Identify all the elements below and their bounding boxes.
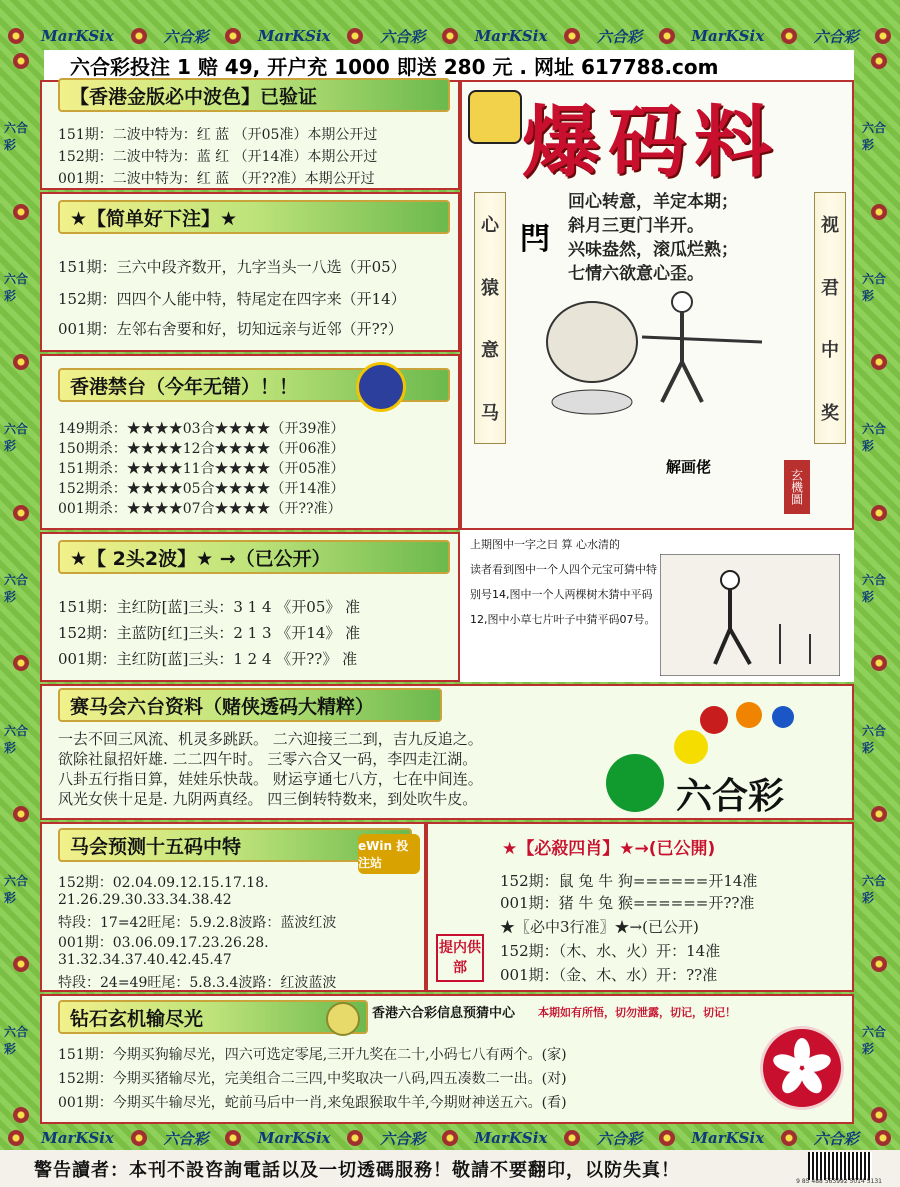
target-icon — [326, 1002, 360, 1036]
section-title: 【香港金版必中波色】已验证 — [58, 78, 450, 112]
section-15-codes — [40, 822, 426, 992]
internal-tag: 提内供部 — [436, 934, 484, 982]
flower-icon — [13, 956, 29, 972]
brand-text: MarKSix — [41, 27, 114, 45]
scroll-char: 奖 — [821, 402, 839, 424]
brand-text: MarKSix — [257, 27, 331, 45]
flower-icon — [13, 1107, 29, 1123]
ewin-badge: eWin 投注站 — [358, 834, 420, 874]
list-item: 152期杀：★★★★05合★★★★（开14准） — [58, 481, 345, 497]
logo-text: 六合彩 — [380, 27, 426, 46]
flower-icon — [871, 1107, 887, 1123]
scroll-char: 心 — [481, 215, 499, 237]
barcode-number: 9 85 488 563992 5014 5131 — [796, 1178, 882, 1185]
flower-icon — [871, 505, 887, 521]
list-item: 欲除社鼠招奸雄. 二二四午时。 三零六合又一码，李四走江湖。 — [58, 750, 478, 768]
logo-text: 六合彩 — [4, 572, 29, 604]
brand-text: MarKSix — [257, 1129, 331, 1147]
barcode-icon — [808, 1152, 872, 1180]
logo-text: 六合彩 — [813, 27, 859, 46]
flower-icon — [225, 28, 241, 44]
bauhinia-emblem-icon — [760, 1026, 844, 1110]
flower-icon — [347, 28, 363, 44]
brand-text: MarKSix — [474, 27, 548, 45]
center-name: 香港六合彩信息预猜中心 — [372, 1006, 516, 1021]
list-item: 151期：今期买狗输尽光，四六可选定零尾,三开九奖在二十,小码七八有两个。(家) — [58, 1047, 567, 1063]
section-horse — [40, 684, 854, 820]
logo-text: 六合彩 — [862, 1024, 887, 1056]
list-item: 001期：左邻右舍要和好，切知远亲与近邻（开??） — [58, 320, 403, 338]
brand-text: MarKSix — [691, 27, 765, 45]
list-item: 特段：24=49旺尾：5.8.3.4波路：红波蓝波 — [58, 975, 337, 991]
border-left — [4, 28, 38, 1148]
list-item: 001期：猪 牛 兔 猴======开??准 — [500, 894, 755, 912]
riddle-line: 上期图中一字之曰 算 心水清的 — [470, 538, 620, 551]
section-title: ★【 2头2波】★ →（已公开） — [58, 540, 450, 574]
verse-char: 閂 — [520, 222, 550, 257]
orange-ball — [736, 702, 762, 728]
logo-text: 六合彩 — [380, 1129, 426, 1148]
logo-text: 六合彩 — [862, 422, 887, 454]
section-title: 钻石玄机输尽光 — [58, 1000, 368, 1034]
list-item: ★〖必中3行准〗★→(已公开) — [500, 918, 699, 936]
section-title: ★【简单好下注】★ — [58, 200, 450, 234]
flower-icon — [131, 28, 147, 44]
list-item: 21.26.29.30.33.34.38.42 — [58, 892, 232, 908]
red-ball — [700, 706, 728, 734]
section-title: 香港禁台（今年无错）！！ — [58, 368, 450, 402]
section-two-heads — [40, 532, 460, 682]
flower-icon — [13, 655, 29, 671]
verse-line: 七情六欲意心歪。 — [568, 264, 704, 284]
note: 本期如有所悟，切勿泄露，切记，切记！ — [538, 1006, 736, 1019]
flower-icon — [781, 28, 797, 44]
flower-icon — [442, 1130, 458, 1146]
list-item: 001期：今期买牛输尽光，蛇前马后中一肖,来兔跟猴取牛羊,今期财神送五六。(看) — [58, 1095, 567, 1111]
brand-text: MarKSix — [41, 1129, 114, 1147]
warning-text: 警告讀者：本刊不設咨詢電話以及一切透碼服務！敬請不要翻印，以防失真！ — [34, 1159, 680, 1181]
list-item: 001期：（金、木、水）开：??准 — [500, 966, 718, 984]
hand-icon — [468, 90, 522, 144]
xuanji-badge: 玄機圖 — [784, 460, 810, 514]
list-item: 151期：三六中段齐数开，九字当头一八选（开05） — [58, 258, 406, 276]
flower-icon — [13, 204, 29, 220]
logo-text: 六合彩 — [4, 1024, 29, 1056]
riddle-line: 12,图中小草七片叶子中猜平码07号。 — [470, 613, 656, 626]
verse-line: 回心转意，羊定本期； — [568, 192, 738, 212]
list-item: 152期：二波中特为：蓝 红 （开14准）本期公开过 — [58, 149, 378, 165]
verse-line: 兴味盎然，滚瓜烂熟； — [568, 240, 738, 260]
logo-text: 六合彩 — [163, 27, 209, 46]
flower-icon — [871, 204, 887, 220]
border-top — [0, 22, 900, 50]
verse — [568, 190, 738, 286]
flower-icon — [13, 505, 29, 521]
list-item: 152期：（木、水、火）开：14准 — [500, 942, 721, 960]
left-scroll — [474, 192, 506, 444]
section-title: ★【必殺四肖】★→(已公開) — [502, 839, 716, 859]
riddle-illustration — [660, 554, 840, 676]
flower-icon — [131, 1130, 147, 1146]
logo-text: 六合彩 — [862, 121, 887, 153]
logo-text: 六合彩 — [862, 572, 887, 604]
scroll-char: 猿 — [481, 277, 499, 299]
logo-text: 六合彩 — [4, 723, 29, 755]
hunter-illustration — [522, 282, 802, 432]
list-item: 一去不回三风流、机灵多跳跃。 二六迎接三二到，吉九反追之。 — [58, 730, 483, 748]
right-scroll — [814, 192, 846, 444]
flower-icon — [659, 28, 675, 44]
logo-text: 六合彩 — [4, 874, 29, 906]
list-item: 001期：03.06.09.17.23.26.28. — [58, 935, 269, 951]
scroll-char: 中 — [821, 340, 839, 362]
riddle-text — [470, 532, 657, 632]
list-item: 152期：主蓝防[红]三头：2 1 3 《开14》 准 — [58, 624, 361, 642]
flower-icon — [13, 354, 29, 370]
list-item: 150期杀：★★★★12合★★★★（开06准） — [58, 441, 345, 457]
scroll-char: 马 — [481, 402, 499, 424]
flower-icon — [442, 28, 458, 44]
logo-text: 六合彩 — [676, 775, 785, 817]
section-explosive — [460, 80, 854, 530]
riddle-line: 别号14,图中一个人两棵树木猜中平码 — [470, 588, 653, 601]
bauhinia-flower-icon — [763, 1029, 841, 1107]
section-four-zodiac — [426, 822, 854, 992]
logo-icon — [356, 362, 406, 412]
section-forbidden — [40, 354, 460, 530]
list-item: 152期：02.04.09.12.15.17.18. — [58, 875, 269, 891]
list-item: 152期：今期买猪输尽光，完美组合二三四,中奖取决一八码,四五凑数二一出。(对) — [58, 1071, 567, 1087]
flower-icon — [871, 354, 887, 370]
list-item: 特段：17=42旺尾：5.9.2.8波路：蓝波红波 — [58, 915, 337, 931]
flower-icon — [781, 1130, 797, 1146]
list-item: 001期：主红防[蓝]三头：1 2 4 《开??》 准 — [58, 650, 358, 668]
list-item: 风光女侠十足是. 九阴两真经。 四三倒转特数来，到处吹牛皮。 — [58, 790, 478, 808]
logo-text: 六合彩 — [4, 422, 29, 454]
section-gold-wave — [40, 80, 460, 190]
list-item: 151期：二波中特为：红 蓝 （开05准）本期公开过 — [58, 127, 378, 143]
riddle-line: 读者看到图中一个人四个元宝可猜中特 — [470, 563, 657, 576]
blue-ball — [772, 706, 794, 728]
flower-icon — [564, 28, 580, 44]
section-diamond — [40, 994, 854, 1124]
border-right — [862, 28, 896, 1148]
logo-text: 六合彩 — [813, 1129, 859, 1148]
green-ball — [606, 754, 664, 812]
scroll-char: 君 — [821, 277, 839, 299]
flower-icon — [13, 806, 29, 822]
flower-icon — [871, 655, 887, 671]
footer — [0, 1150, 900, 1187]
top-banner: 六合彩投注 1 赔 49, 开户充 1000 即送 280 元 . 网址 617788.com — [44, 50, 854, 80]
list-item: 001期：二波中特为：红 蓝 （开??准）本期公开过 — [58, 171, 375, 187]
logo-text: 六合彩 — [596, 27, 642, 46]
flower-icon — [13, 53, 29, 69]
border-bottom — [0, 1124, 900, 1152]
flower-icon — [871, 53, 887, 69]
section-title: 马会预测十五码中特 — [58, 828, 412, 862]
logo-text: 六合彩 — [163, 1129, 209, 1148]
list-item: 151期杀：★★★★11合★★★★（开05准） — [58, 461, 345, 477]
list-item: 八卦五行指日算，娃娃乐快哉。 财运亨通七八方，七在中间连。 — [58, 770, 483, 788]
flower-icon — [871, 956, 887, 972]
logo-text: 六合彩 — [4, 121, 29, 153]
list-item: 151期：主红防[蓝]三头：3 1 4 《开05》 准 — [58, 598, 361, 616]
page-title: 爆码料 — [522, 97, 781, 188]
flower-icon — [347, 1130, 363, 1146]
jie-label: 解画佬 — [666, 458, 712, 476]
list-item: 31.32.34.37.40.42.45.47 — [58, 952, 232, 968]
logo-text: 六合彩 — [862, 271, 887, 303]
section-simple-bet — [40, 192, 460, 352]
logo-text: 六合彩 — [596, 1129, 642, 1148]
flower-icon — [659, 1130, 675, 1146]
scroll-char: 视 — [821, 215, 839, 237]
verse-line: 斜月三更门半开。 — [568, 216, 704, 236]
list-item: 001期杀：★★★★07合★★★★（开??准） — [58, 501, 342, 517]
logo-text: 六合彩 — [862, 874, 887, 906]
section-title: 赛马会六台资料（赌侠透码大精粹） — [58, 688, 442, 722]
logo-text: 六合彩 — [4, 271, 29, 303]
scroll-char: 意 — [481, 340, 499, 362]
yellow-ball — [674, 730, 708, 764]
list-item: 152期：鼠 兔 牛 狗======开14准 — [500, 872, 758, 890]
flower-icon — [564, 1130, 580, 1146]
brand-text: MarKSix — [691, 1129, 765, 1147]
flower-icon — [225, 1130, 241, 1146]
list-item: 149期杀：★★★★03合★★★★（开39准） — [58, 421, 345, 437]
brand-text: MarKSix — [474, 1129, 548, 1147]
flower-icon — [871, 806, 887, 822]
list-item: 152期：四四个人能中特，特尾定在四字来（开14） — [58, 290, 406, 308]
logo-text: 六合彩 — [862, 723, 887, 755]
section-riddle — [460, 530, 854, 682]
